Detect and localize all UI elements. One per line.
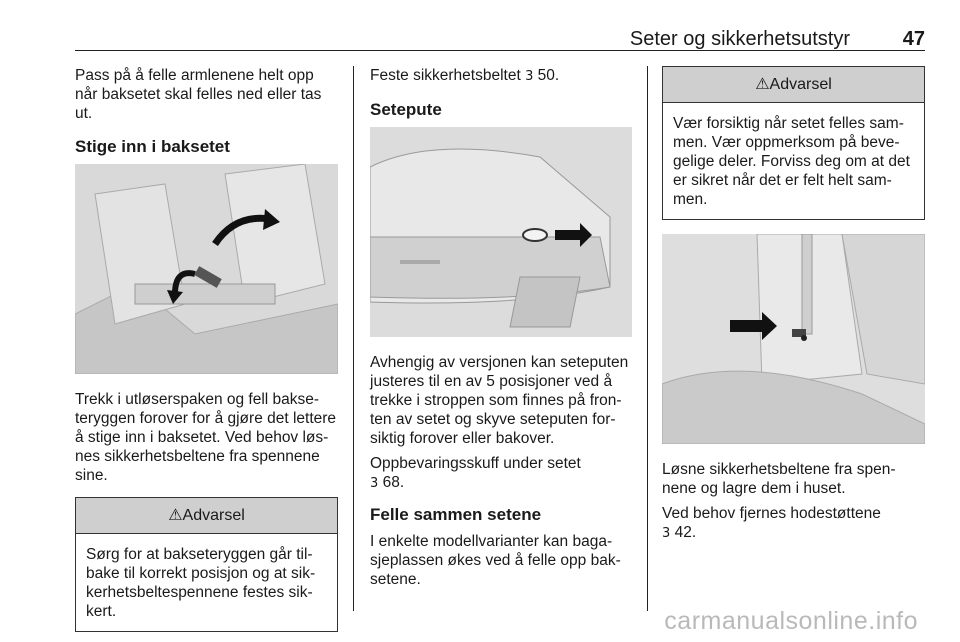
warning-box-2 xyxy=(662,66,925,220)
header-rule xyxy=(75,50,925,51)
headrest-reference-line xyxy=(662,504,925,543)
warning-text-1: Sørg for at bakseteryggen går til-bake til korrekt posisjon og at sik-kerhetsbeltespennene festes sik-kert. xyxy=(86,546,316,620)
belt-reference-page: 50. xyxy=(537,67,560,84)
figure-belt-release xyxy=(662,234,925,444)
figure-rear-seat-release xyxy=(75,164,338,374)
column-right xyxy=(662,66,925,549)
belt-release-illustration xyxy=(662,234,925,444)
belt-reference-line xyxy=(370,66,632,86)
drawer-reference-text: Oppbevaringsskuff under setet xyxy=(370,455,581,472)
headrest-reference-page: 42. xyxy=(674,524,697,541)
figure-seat-cushion xyxy=(370,127,632,337)
warning-box-1 xyxy=(75,497,338,632)
column-left xyxy=(75,66,338,632)
warning-header-2 xyxy=(663,67,924,103)
heading-felle-sammen: Felle sammen setene xyxy=(370,505,542,524)
column-divider-1 xyxy=(353,66,354,611)
warning-title-2: Advarsel xyxy=(769,76,832,93)
reference-arrow-icon: 3 xyxy=(525,69,534,84)
warning-header-1 xyxy=(76,498,337,534)
belt-reference-text: Feste sikkerhetsbeltet xyxy=(370,67,521,84)
drawer-reference-line xyxy=(370,454,632,493)
intro-paragraph: Pass på å felle armlenene helt opp når baksetet skal felles ned eller tas ut. xyxy=(75,67,322,122)
headrest-reference-text: Ved behov fjernes hodestøttene xyxy=(662,505,881,522)
body-paragraph-3: I enkelte modellvarianter kan baga-sjeplassen økes ved å felle opp bak-setene. xyxy=(370,533,621,588)
body-paragraph-2: Avhengig av versjonen kan seteputen justeres til en av 5 posisjoner ved å trekke i stroppen som finnes på fron-ten av setet og skyve seteputen for-siktig forover eller bakover. xyxy=(370,354,629,447)
drawer-reference-page: 68. xyxy=(382,474,405,491)
heading-stige-inn: Stige inn i baksetet xyxy=(75,137,230,156)
reference-arrow-icon: 3 xyxy=(370,476,379,491)
page-number: 47 xyxy=(902,28,925,50)
warning-text-2: Vær forsiktig når setet felles sam-men. Vær oppmerksom på beve-gelige deler. Forviss deg om at det er sikret når det er felt helt sam-men. xyxy=(673,115,910,208)
seat-cushion-illustration xyxy=(370,127,632,337)
body-paragraph-4: Løsne sikkerhetsbeltene fra spen-nene og lagre dem i huset. xyxy=(662,461,896,497)
heading-setepute: Setepute xyxy=(370,100,442,119)
page-header xyxy=(75,22,925,50)
reference-arrow-icon: 3 xyxy=(662,526,671,541)
watermark: carmanualsonline.info xyxy=(664,607,918,635)
column-middle xyxy=(370,66,632,595)
warning-title-1: Advarsel xyxy=(182,507,245,524)
section-title: Seter og sikkerhetsutstyr xyxy=(629,28,850,50)
body-paragraph-1: Trekk i utløserspaken og fell bakse-teryggen forover for å gjøre det lettere å stige inn i baksetet. Ved behov løs-nes sikkerhetsbeltene fra spennene sine. xyxy=(75,391,337,484)
rear-seat-illustration xyxy=(75,164,338,374)
warning-icon: ⚠ xyxy=(755,76,770,93)
warning-icon: ⚠ xyxy=(168,507,183,524)
column-divider-2 xyxy=(647,66,648,611)
